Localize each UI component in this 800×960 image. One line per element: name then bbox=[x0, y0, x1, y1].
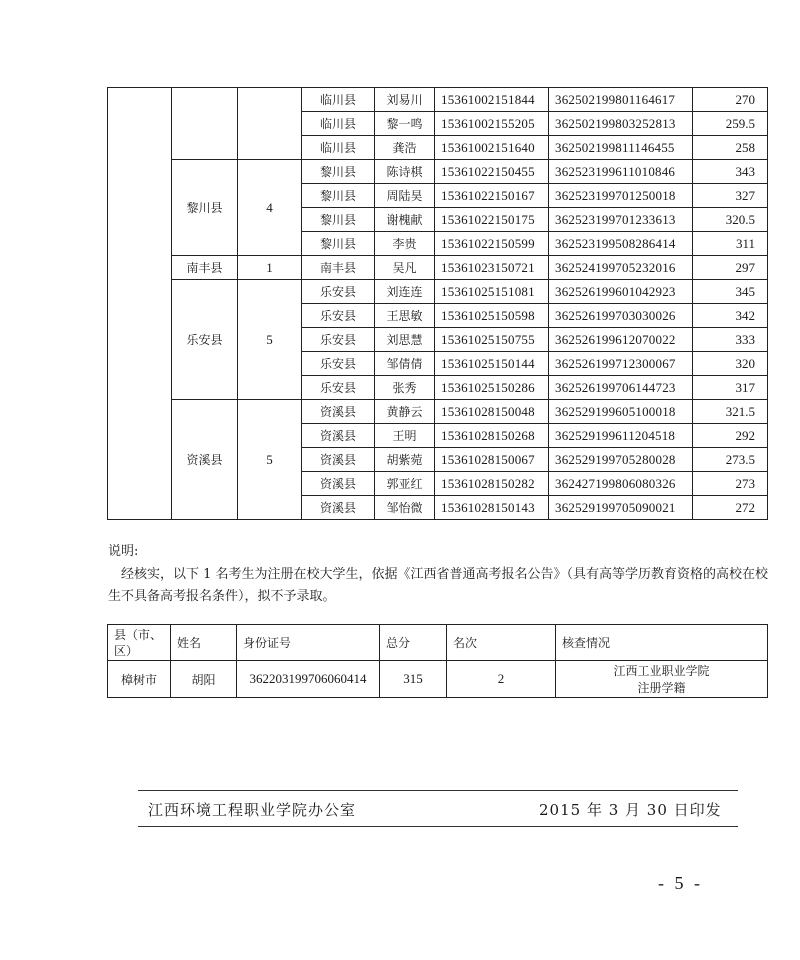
city-cell bbox=[108, 88, 172, 520]
exam-number-cell: 15361002155205 bbox=[435, 112, 549, 136]
exam-number-cell: 15361025151081 bbox=[435, 280, 549, 304]
issuing-office: 江西环境工程职业学院办公室 bbox=[148, 801, 357, 819]
name-cell: 刘连连 bbox=[375, 280, 435, 304]
id-number-cell: 362523199508286414 bbox=[549, 232, 693, 256]
county-cell: 黎川县 bbox=[302, 208, 375, 232]
score-cell: 327 bbox=[693, 184, 768, 208]
excluded-check-status bbox=[556, 661, 768, 698]
admission-list-body bbox=[108, 88, 768, 520]
exam-number-cell: 15361028150067 bbox=[435, 448, 549, 472]
id-number-cell: 362502199801164617 bbox=[549, 88, 693, 112]
name-cell: 黄静云 bbox=[375, 400, 435, 424]
footer-bottom-rule bbox=[138, 826, 738, 827]
county-cell: 黎川县 bbox=[302, 232, 375, 256]
table-row bbox=[108, 160, 768, 184]
check-status-line-1: 江西工业职业学院 bbox=[613, 664, 710, 678]
header-name: 姓名 bbox=[171, 625, 237, 661]
group-count-cell: 4 bbox=[238, 160, 302, 256]
excluded-table-header bbox=[108, 625, 768, 661]
score-cell: 258 bbox=[693, 136, 768, 160]
score-cell: 270 bbox=[693, 88, 768, 112]
exam-number-cell: 15361028150268 bbox=[435, 424, 549, 448]
exam-number-cell: 15361022150175 bbox=[435, 208, 549, 232]
exam-number-cell: 15361023150721 bbox=[435, 256, 549, 280]
id-number-cell: 362524199705232016 bbox=[549, 256, 693, 280]
score-cell: 297 bbox=[693, 256, 768, 280]
header-total-score: 总分 bbox=[380, 625, 447, 661]
id-number-cell: 362526199601042923 bbox=[549, 280, 693, 304]
county-cell: 临川县 bbox=[302, 112, 375, 136]
exam-number-cell: 15361025150144 bbox=[435, 352, 549, 376]
name-cell: 黎一鸣 bbox=[375, 112, 435, 136]
header-county: 县（市、区） bbox=[108, 625, 171, 661]
name-cell: 王明 bbox=[375, 424, 435, 448]
county-cell: 资溪县 bbox=[302, 496, 375, 520]
id-number-cell: 362523199701250018 bbox=[549, 184, 693, 208]
name-cell: 张秀 bbox=[375, 376, 435, 400]
score-cell: 311 bbox=[693, 232, 768, 256]
name-cell: 周陆昊 bbox=[375, 184, 435, 208]
group-count-cell: 5 bbox=[238, 280, 302, 400]
name-cell: 李贵 bbox=[375, 232, 435, 256]
name-cell: 刘易川 bbox=[375, 88, 435, 112]
name-cell: 王思敏 bbox=[375, 304, 435, 328]
id-number-cell: 362523199701233613 bbox=[549, 208, 693, 232]
score-cell: 317 bbox=[693, 376, 768, 400]
score-cell: 320.5 bbox=[693, 208, 768, 232]
name-cell: 陈诗棋 bbox=[375, 160, 435, 184]
county-cell: 乐安县 bbox=[302, 352, 375, 376]
id-number-cell: 362502199803252813 bbox=[549, 112, 693, 136]
exam-number-cell: 15361022150599 bbox=[435, 232, 549, 256]
name-cell: 刘思慧 bbox=[375, 328, 435, 352]
county-cell: 乐安县 bbox=[302, 328, 375, 352]
exam-number-cell: 15361028150048 bbox=[435, 400, 549, 424]
county-cell: 资溪县 bbox=[302, 400, 375, 424]
score-cell: 259.5 bbox=[693, 112, 768, 136]
county-cell: 南丰县 bbox=[302, 256, 375, 280]
group-count-cell: 5 bbox=[238, 400, 302, 520]
id-number-cell: 362526199706144723 bbox=[549, 376, 693, 400]
excluded-rank: 2 bbox=[447, 661, 556, 698]
score-cell: 272 bbox=[693, 496, 768, 520]
check-status-line-2: 注册学籍 bbox=[637, 681, 686, 695]
exam-number-cell: 15361022150167 bbox=[435, 184, 549, 208]
exam-number-cell: 15361025150755 bbox=[435, 328, 549, 352]
name-cell: 郭亚红 bbox=[375, 472, 435, 496]
id-number-cell: 362529199705090021 bbox=[549, 496, 693, 520]
group-county-cell: 资溪县 bbox=[172, 400, 238, 520]
group-count-cell bbox=[238, 88, 302, 160]
id-number-cell: 362526199712300067 bbox=[549, 352, 693, 376]
excluded-id-number: 362203199706060414 bbox=[237, 661, 380, 698]
exam-number-cell: 15361025150286 bbox=[435, 376, 549, 400]
excluded-table-row bbox=[108, 661, 768, 698]
group-county-cell: 黎川县 bbox=[172, 160, 238, 256]
header-id-number: 身份证号 bbox=[237, 625, 380, 661]
name-cell: 龚浩 bbox=[375, 136, 435, 160]
county-cell: 黎川县 bbox=[302, 184, 375, 208]
county-cell: 乐安县 bbox=[302, 280, 375, 304]
county-cell: 资溪县 bbox=[302, 472, 375, 496]
id-number-cell: 362529199705280028 bbox=[549, 448, 693, 472]
name-cell: 邹怡微 bbox=[375, 496, 435, 520]
exam-number-cell: 15361022150455 bbox=[435, 160, 549, 184]
table-row bbox=[108, 280, 768, 304]
issue-date: 2015 年 3 月 30 日印发 bbox=[539, 801, 722, 819]
excluded-score: 315 bbox=[380, 661, 447, 698]
name-cell: 邹倩倩 bbox=[375, 352, 435, 376]
county-cell: 资溪县 bbox=[302, 424, 375, 448]
score-cell: 321.5 bbox=[693, 400, 768, 424]
exam-number-cell: 15361028150143 bbox=[435, 496, 549, 520]
county-cell: 临川县 bbox=[302, 136, 375, 160]
name-cell: 吴凡 bbox=[375, 256, 435, 280]
table-row bbox=[108, 88, 768, 112]
excluded-name: 胡阳 bbox=[171, 661, 237, 698]
score-cell: 343 bbox=[693, 160, 768, 184]
group-count-cell: 1 bbox=[238, 256, 302, 280]
exam-number-cell: 15361002151844 bbox=[435, 88, 549, 112]
header-check-status: 核查情况 bbox=[556, 625, 768, 661]
id-number-cell: 362526199612070022 bbox=[549, 328, 693, 352]
score-cell: 342 bbox=[693, 304, 768, 328]
note-text: 经核实，以下 1 名考生为注册在校大学生，依据《江西省普通高考报名公告》（具有高等学历教育资格的高校在校生不具备高考报名条件），拟不予录取。 bbox=[108, 567, 769, 604]
score-cell: 292 bbox=[693, 424, 768, 448]
county-cell: 乐安县 bbox=[302, 376, 375, 400]
score-cell: 320 bbox=[693, 352, 768, 376]
group-county-cell: 乐安县 bbox=[172, 280, 238, 400]
page-number: - 5 - bbox=[658, 873, 703, 893]
excluded-candidate-table bbox=[107, 624, 768, 698]
county-cell: 黎川县 bbox=[302, 160, 375, 184]
score-cell: 345 bbox=[693, 280, 768, 304]
county-cell: 临川县 bbox=[302, 88, 375, 112]
excluded-county: 樟树市 bbox=[108, 661, 171, 698]
exam-number-cell: 15361028150282 bbox=[435, 472, 549, 496]
score-cell: 333 bbox=[693, 328, 768, 352]
exam-number-cell: 15361025150598 bbox=[435, 304, 549, 328]
county-cell: 资溪县 bbox=[302, 448, 375, 472]
id-number-cell: 362526199703030026 bbox=[549, 304, 693, 328]
exam-number-cell: 15361002151640 bbox=[435, 136, 549, 160]
score-cell: 273.5 bbox=[693, 448, 768, 472]
footer-top-rule bbox=[138, 790, 738, 791]
id-number-cell: 362523199611010846 bbox=[549, 160, 693, 184]
admission-list-table bbox=[107, 87, 768, 520]
score-cell: 273 bbox=[693, 472, 768, 496]
table-row bbox=[108, 400, 768, 424]
group-county-cell bbox=[172, 88, 238, 160]
name-cell: 谢槐献 bbox=[375, 208, 435, 232]
header-rank: 名次 bbox=[447, 625, 556, 661]
id-number-cell: 362502199811146455 bbox=[549, 136, 693, 160]
note-label: 说明: bbox=[108, 544, 139, 559]
group-county-cell: 南丰县 bbox=[172, 256, 238, 280]
id-number-cell: 362427199806080326 bbox=[549, 472, 693, 496]
county-cell: 乐安县 bbox=[302, 304, 375, 328]
name-cell: 胡紫菀 bbox=[375, 448, 435, 472]
table-row bbox=[108, 256, 768, 280]
id-number-cell: 362529199611204518 bbox=[549, 424, 693, 448]
id-number-cell: 362529199605100018 bbox=[549, 400, 693, 424]
